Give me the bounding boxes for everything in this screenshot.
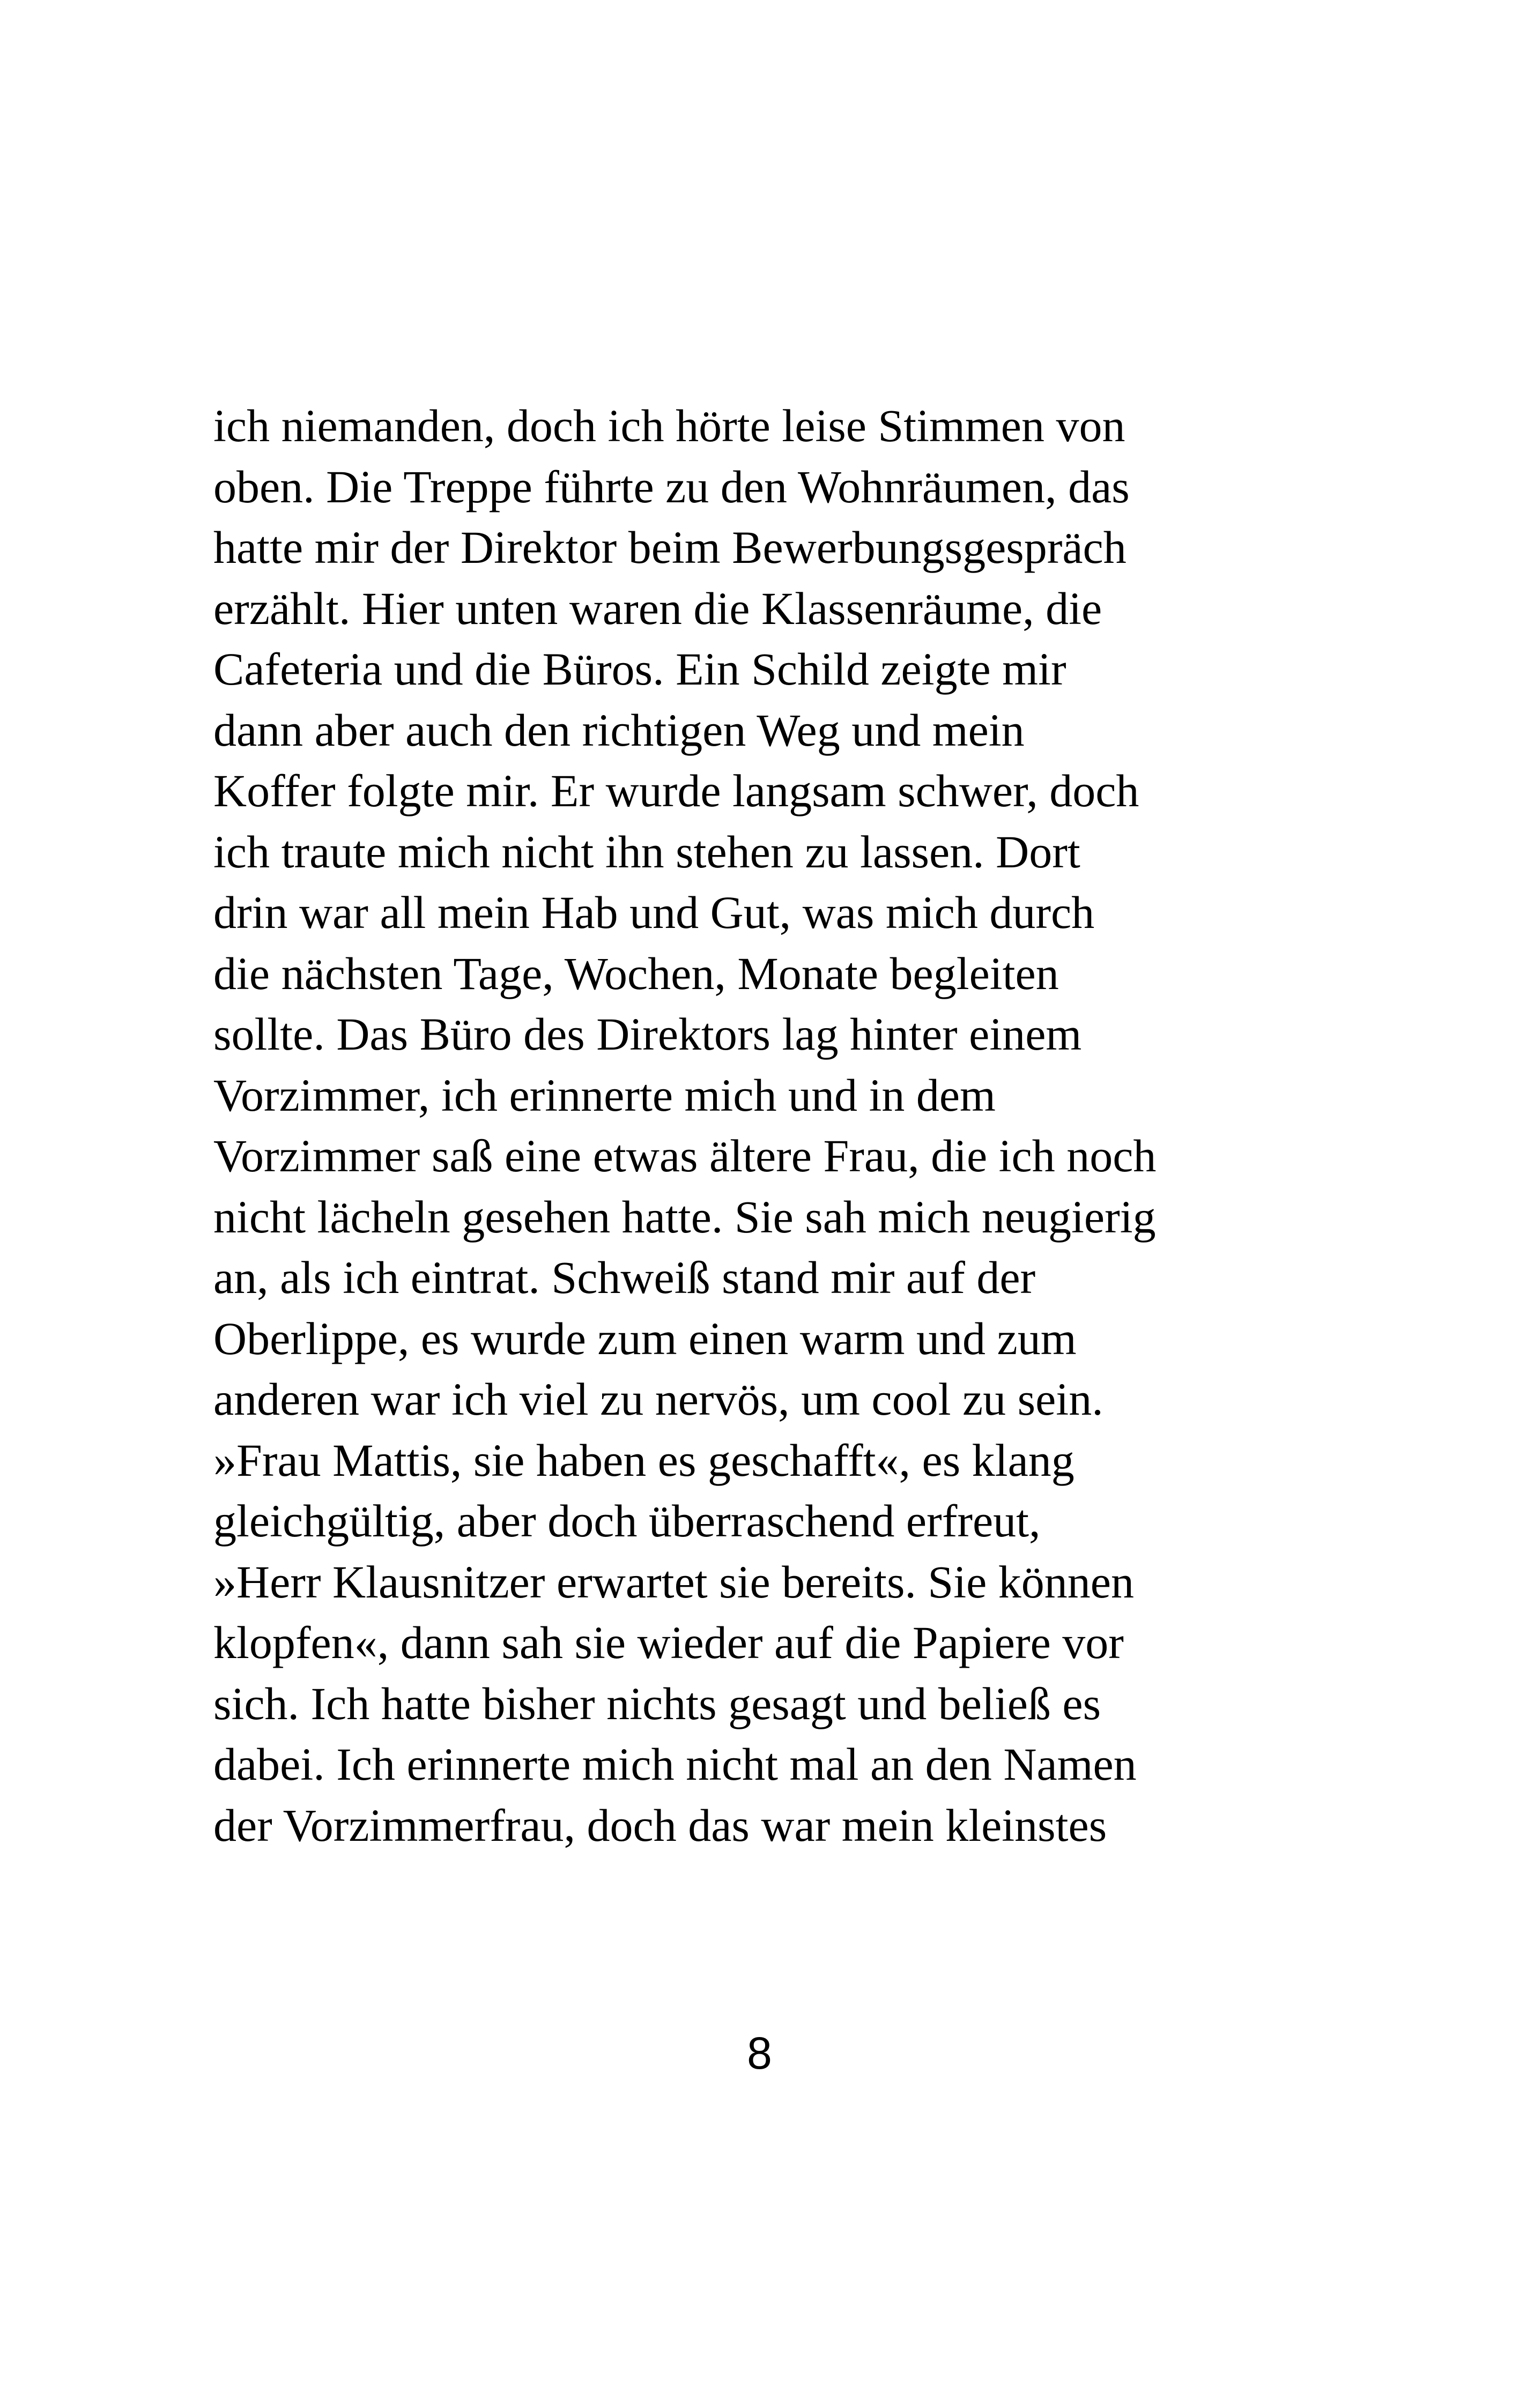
text-line: dann aber auch den richtigen Weg und mein — [213, 704, 1025, 756]
text-line: Vorzimmer, ich erinnerte mich und in dem — [213, 1069, 996, 1121]
text-line: ich niemanden, doch ich hörte leise Stimmen von — [213, 400, 1125, 451]
body-text — [213, 396, 1339, 1856]
text-line: dabei. Ich erinnerte mich nicht mal an den Namen — [213, 1738, 1137, 1790]
text-line: Vorzimmer saß eine etwas ältere Frau, die ich noch — [213, 1130, 1157, 1181]
text-line: Cafeteria und die Büros. Ein Schild zeigte mir — [213, 643, 1066, 695]
page-number: 8 — [747, 2028, 772, 2078]
text-line: erzählt. Hier unten waren die Klassenräume, die — [213, 582, 1102, 634]
text-line: drin war all mein Hab und Gut, was mich durch — [213, 887, 1095, 938]
text-line: oben. Die Treppe führte zu den Wohnräumen, das — [213, 460, 1130, 512]
text-line: klopfen«, dann sah sie wieder auf die Papiere vor — [213, 1617, 1124, 1668]
text-line: Koffer folgte mir. Er wurde langsam schwer, doch — [213, 765, 1139, 816]
text-line: Oberlippe, es wurde zum einen warm und zum — [213, 1312, 1077, 1364]
text-line: »Herr Klausnitzer erwartet sie bereits. Sie können — [213, 1556, 1134, 1608]
text-line: ich traute mich nicht ihn stehen zu lassen. Dort — [213, 826, 1080, 878]
text-line: hatte mir der Direktor beim Bewerbungsgespräch — [213, 522, 1127, 573]
text-line: sich. Ich hatte bisher nichts gesagt und beließ es — [213, 1677, 1101, 1729]
text-line: an, als ich eintrat. Schweiß stand mir auf der — [213, 1252, 1036, 1303]
text-line: die nächsten Tage, Wochen, Monate begleiten — [213, 947, 1059, 999]
text-line: »Frau Mattis, sie haben es geschafft«, es klang — [213, 1434, 1075, 1486]
text-line: anderen war ich viel zu nervös, um cool zu sein. — [213, 1373, 1103, 1425]
text-line: nicht lächeln gesehen hatte. Sie sah mich neugierig — [213, 1191, 1156, 1243]
text-line: sollte. Das Büro des Direktors lag hinter einem — [213, 1008, 1082, 1060]
text-line: gleichgültig, aber doch überraschend erfreut, — [213, 1495, 1041, 1547]
text-line: der Vorzimmerfrau, doch das war mein kleinstes — [213, 1799, 1107, 1851]
